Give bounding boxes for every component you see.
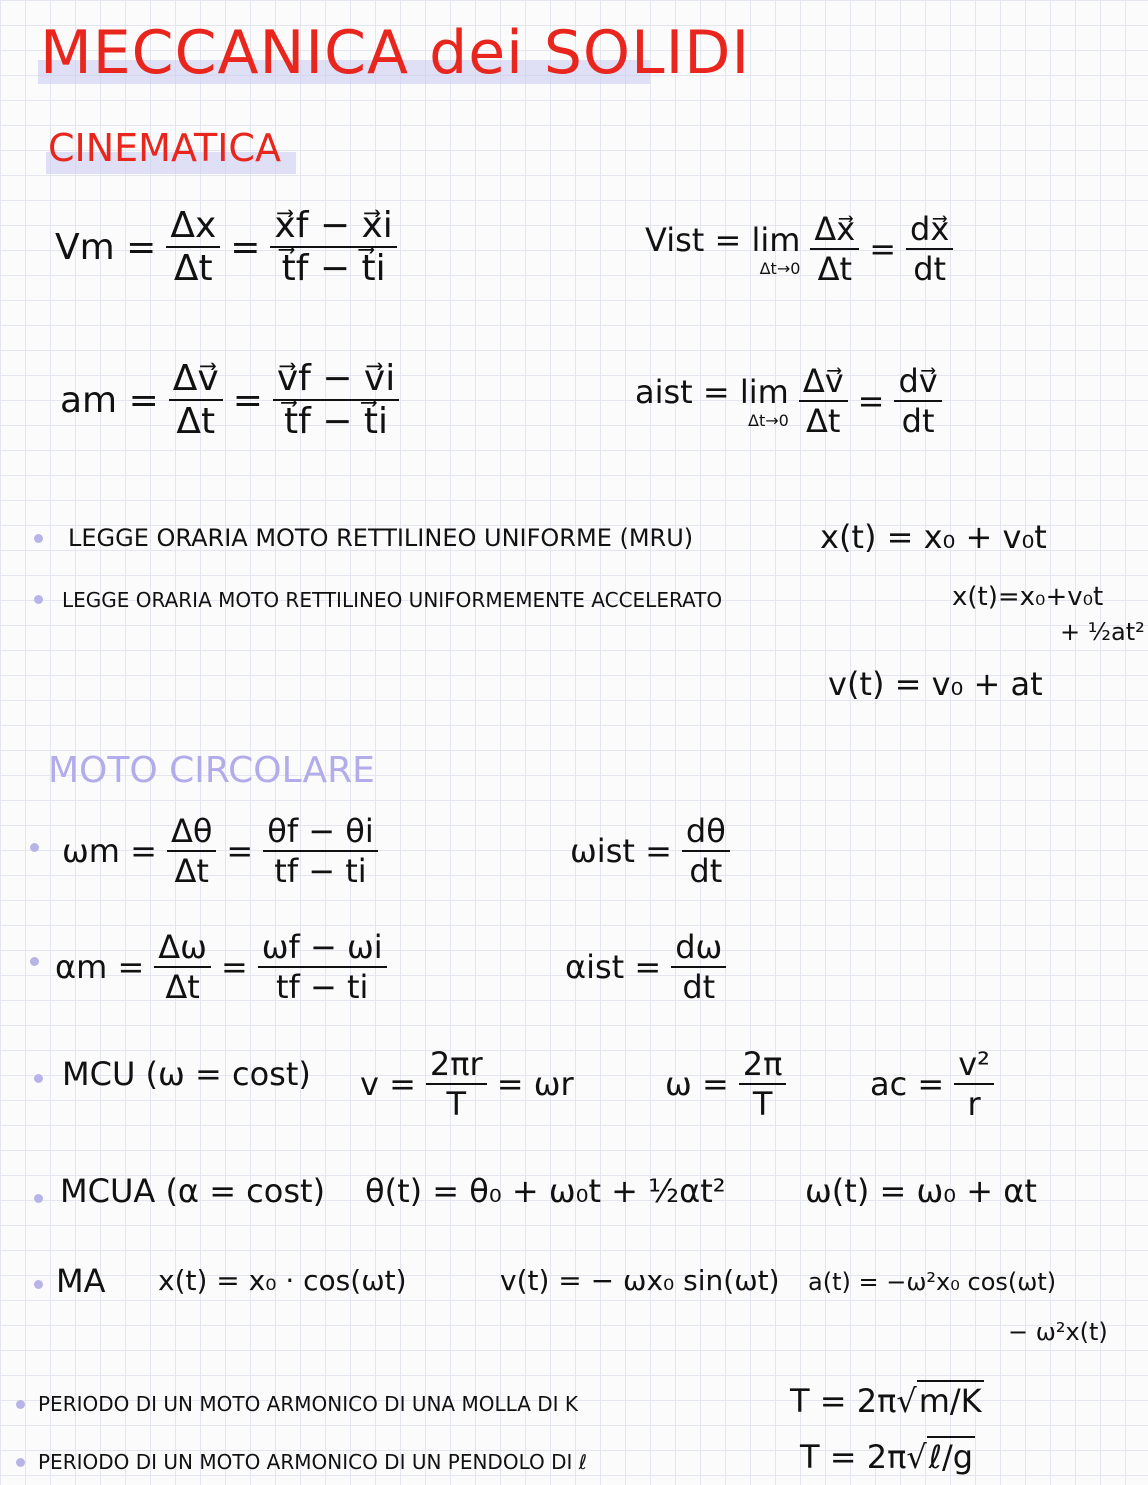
- formula-alpha-ist: αist = $\frac{d\omega}{dt}$: [565, 928, 726, 1006]
- bullet: [34, 595, 43, 604]
- legge-mru-text: LEGGE ORARIA MOTO RETTILINEO UNIFORME (MRU): [68, 524, 694, 552]
- ma-label: MA: [56, 1262, 106, 1300]
- bullet: [16, 1458, 25, 1467]
- legge-mru-formula: x(t) = x₀ + v₀t: [820, 518, 1047, 556]
- formula-mcu-w: ω = $\frac{2\pi}{T}$: [665, 1045, 786, 1123]
- ma-v-formula: v(t) = − ωx₀ sin(ωt): [500, 1264, 780, 1297]
- bullet: [30, 957, 39, 966]
- bullet: [34, 1280, 43, 1289]
- ma-x-formula: x(t) = x₀ · cos(ωt): [158, 1264, 407, 1297]
- formula-wm: ωm = $\frac{\Delta\theta}{\Delta t}$ = $\frac{\theta f - \theta i}{tf - ti}$: [62, 812, 378, 890]
- formula-mcu-v: v = $\frac{2\pi r}{T}$ = ωr: [360, 1045, 574, 1123]
- vm-lhs: Vm =: [55, 226, 157, 268]
- vist-fraction-1: $\frac{\Delta x⃗}{\Delta t}$: [810, 210, 859, 288]
- formula-alpha-m: αm = $\frac{\Delta\omega}{\Delta t}$ = $\frac{\omega f - \omega i}{tf - ti}$: [55, 928, 387, 1006]
- periodo-molla-formula: T = 2π√m/K: [790, 1382, 982, 1420]
- mcua-omega-formula: ω(t) = ω₀ + αt: [805, 1172, 1037, 1210]
- page-title: MECCANICA dei SOLIDI: [40, 18, 751, 88]
- periodo-pendolo-formula: T = 2π√ℓ/g: [800, 1438, 974, 1476]
- legge-mrua-velocity: v(t) = v₀ + at: [828, 665, 1043, 703]
- formula-aist: aist = lim Δt→0 $\frac{\Delta v⃗}{\Delta t}$ = $\frac{dv⃗}{dt}$: [635, 362, 942, 440]
- sqrt-icon: √: [906, 1438, 927, 1476]
- bullet: [34, 1194, 43, 1203]
- section-heading-cinematica: CINEMATICA: [48, 126, 281, 170]
- mcua-theta-formula: θ(t) = θ₀ + ω₀t + ½αt²: [365, 1172, 726, 1210]
- ma-a-formula: a(t) = −ω²x₀ cos(ωt): [808, 1268, 1057, 1296]
- vm-fraction-2: $\frac{x⃗f - x⃗i}{t⃗f - t⃗i}$: [270, 205, 396, 289]
- ma-a-formula-cont: − ω²x(t): [1008, 1318, 1108, 1346]
- periodo-pendolo-text: PERIODO DI UN MOTO ARMONICO DI UN PENDOLO DI ℓ: [38, 1450, 588, 1474]
- formula-am: am = $\frac{\Delta v⃗}{\Delta t}$ = $\frac{v⃗f - v⃗i}{t⃗f - t⃗i}$: [60, 358, 399, 442]
- bullet: [30, 843, 39, 852]
- legge-mrua-formula: x(t)=x₀+v₀t: [952, 582, 1104, 612]
- formula-vm: Vm = $\frac{\Delta x}{\Delta t}$ = $\frac{x⃗f - x⃗i}{t⃗f - t⃗i}$: [55, 205, 397, 289]
- bullet: [34, 1074, 43, 1083]
- periodo-molla-text: PERIODO DI UN MOTO ARMONICO DI UNA MOLLA DI K: [38, 1392, 579, 1416]
- vm-fraction-1: $\frac{\Delta x}{\Delta t}$: [166, 205, 220, 289]
- formula-wist: ωist = $\frac{d\theta}{dt}$: [570, 812, 730, 890]
- legge-mrua-text: LEGGE ORARIA MOTO RETTILINEO UNIFORMEMENTE ACCELERATO: [62, 588, 723, 612]
- aist-fraction-1: $\frac{\Delta v⃗}{\Delta t}$: [799, 362, 848, 440]
- mcu-label: MCU (ω = cost): [62, 1055, 311, 1093]
- section-heading-moto-circolare: MOTO CIRCOLARE: [48, 750, 375, 791]
- sqrt-icon: √: [896, 1382, 917, 1420]
- mcua-label: MCUA (α = cost): [60, 1172, 326, 1210]
- am-fraction-1: $\frac{\Delta v⃗}{\Delta t}$: [169, 358, 223, 442]
- aist-fraction-2: $\frac{dv⃗}{dt}$: [894, 362, 941, 440]
- am-fraction-2: $\frac{v⃗f - v⃗i}{t⃗f - t⃗i}$: [273, 358, 399, 442]
- vist-fraction-2: $\frac{dx⃗}{dt}$: [906, 210, 953, 288]
- bullet: [16, 1400, 25, 1409]
- legge-mrua-formula-cont: + ½at²: [1060, 618, 1145, 646]
- formula-mcu-ac: ac = $\frac{\text{v²}}{r}$: [870, 1045, 994, 1123]
- bullet: [34, 534, 43, 543]
- formula-vist: Vist = lim Δt→0 $\frac{\Delta x⃗}{\Delta t}$ = $\frac{dx⃗}{dt}$: [645, 210, 953, 288]
